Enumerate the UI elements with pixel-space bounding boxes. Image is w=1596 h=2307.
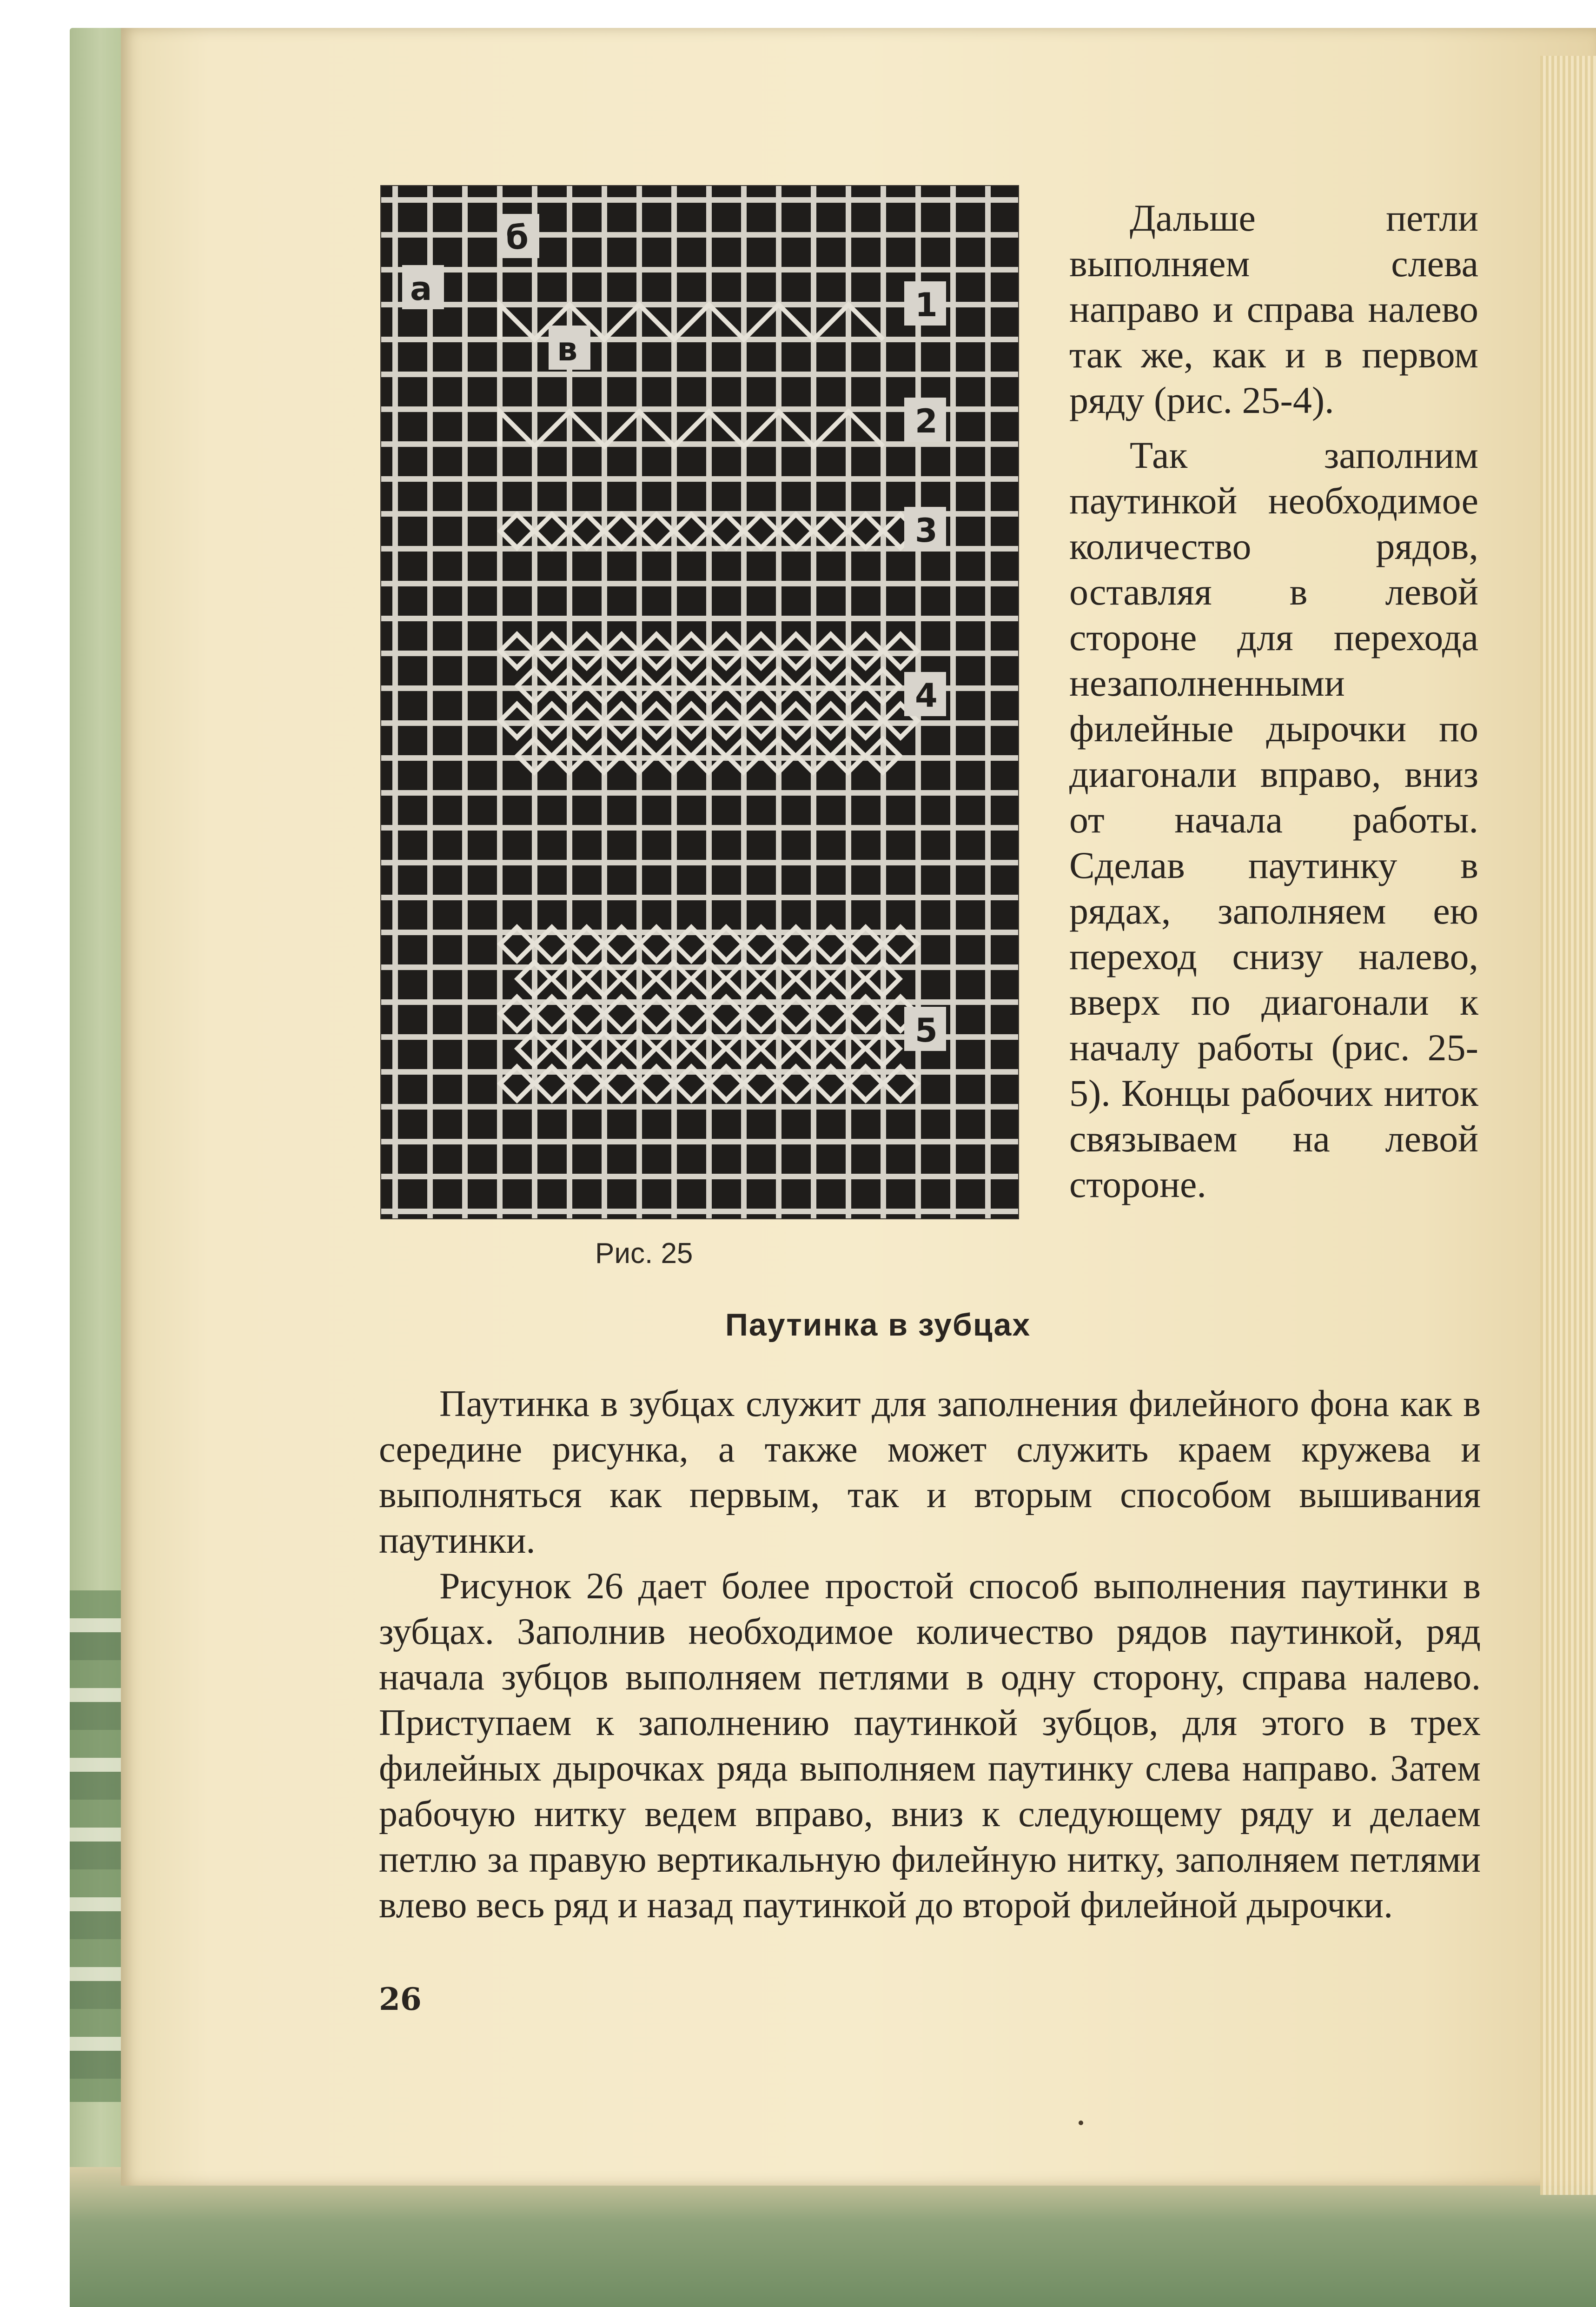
web-diamond	[500, 514, 534, 548]
label-1: 1	[915, 286, 938, 324]
figure-caption: Рис. 25	[595, 1237, 693, 1270]
cover-pattern-band	[70, 1590, 121, 2102]
label-v: в	[557, 330, 578, 368]
right-column-text	[1069, 195, 1478, 1207]
label-b: б	[506, 219, 529, 257]
web-diamond	[675, 514, 708, 548]
right-paragraph-1: Дальше петли выполняем слева направо и справа налево так же, как и в первом ряду (рис. 25-4).	[1069, 197, 1478, 421]
body-paragraph-1: Паутинка в зубцах служит для заполнения филейного фона как в середине рисунка, а также может служить краем кружева и выполняться как первым, так и вторым способом вышивания паутинки.	[379, 1383, 1481, 1561]
paper-speck	[1079, 2121, 1083, 2125]
web-diamond	[849, 514, 882, 548]
web-diamond	[814, 514, 848, 548]
page-number: 26	[379, 1981, 422, 2017]
cover-bottom-edge	[70, 2167, 1596, 2307]
label-2: 2	[915, 402, 938, 440]
web-diamond	[640, 514, 673, 548]
web-diamond	[605, 514, 638, 548]
label-a: а	[410, 270, 432, 308]
web-zigzag	[500, 412, 883, 446]
filet-grid-illustration	[381, 186, 1018, 1218]
web-diamond	[709, 514, 743, 548]
web-diamond	[779, 514, 813, 548]
label-3: 3	[915, 512, 938, 550]
web-diamond	[744, 514, 778, 548]
label-5: 5	[915, 1011, 938, 1050]
lace-figure	[381, 186, 1018, 1218]
body-paragraph-2: Рисунок 26 дает более простой способ выполнения паутинки в зубцах. Заполнив необходимое количество рядов паутинкой, ряд начала зубцов выполняем петлями в одну сторону, справа налево. Приступаем к заполнению паутинкой зубцов, для этого в трех филейных дырочках ряда выполняем паутинку слева направо. Затем рабочую нитку ведем вправо, вниз к следующему ряду и делаем петлю за правую вертикальную филейную нитку, заполняем петлями влево весь ряд и назад паутинкой до второй филейной дырочки.	[379, 1566, 1481, 1926]
right-paragraph-2: Так заполним паутинкой необходимое количество рядов, оставляя в левой стороне для перехода незаполненными филейные дырочки по диагонали вправо, вниз от начала работы. Сделав паутинку в рядах, заполняем ею переход снизу налево, вверх по диагонали к началу работы (рис. 25-5). Концы рабочих ниток связываем на левой стороне.	[1069, 434, 1478, 1205]
page-edges	[1540, 56, 1596, 2195]
web-diamond	[570, 514, 603, 548]
web-diamond	[535, 514, 569, 548]
label-4: 4	[915, 677, 938, 715]
section-body	[379, 1381, 1481, 1928]
section-heading: Паутинка в зубцах	[725, 1307, 1031, 1343]
